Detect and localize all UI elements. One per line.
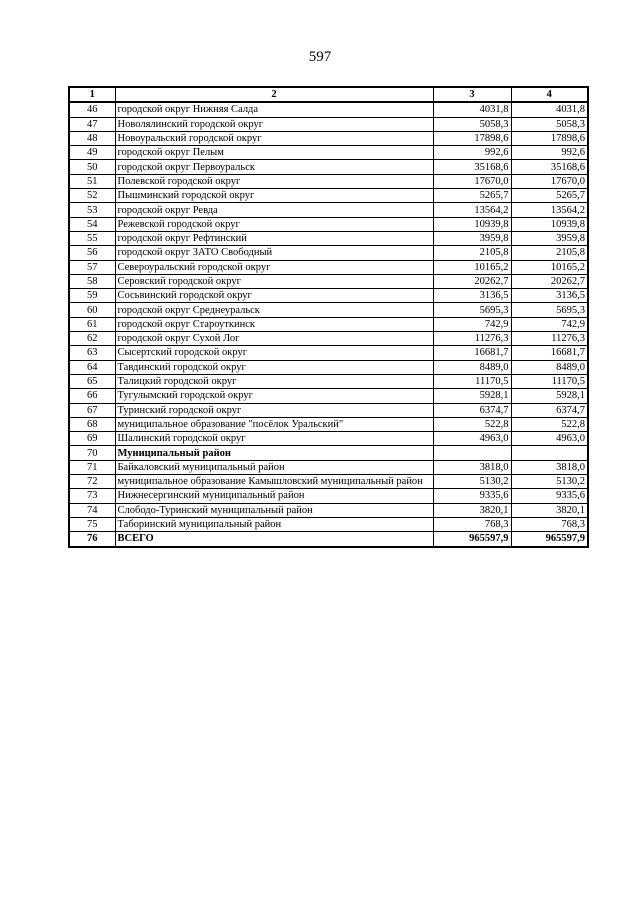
row-value-col3: 8489,0 bbox=[433, 360, 511, 374]
row-value-col3: 9335,6 bbox=[433, 489, 511, 503]
row-name: Талицкий городской округ bbox=[115, 374, 433, 388]
row-value-col4: 5265,7 bbox=[511, 189, 588, 203]
row-name: Полевской городской округ bbox=[115, 174, 433, 188]
row-value-col4: 17670,0 bbox=[511, 174, 588, 188]
row-number: 50 bbox=[69, 160, 115, 174]
row-name: Новолялинский городской округ bbox=[115, 117, 433, 131]
table-row bbox=[69, 403, 588, 417]
table-row bbox=[69, 289, 588, 303]
row-name: муниципальное образование Камышловский муниципальный район bbox=[115, 475, 433, 489]
table-row bbox=[69, 432, 588, 446]
row-name: городской округ Первоуральск bbox=[115, 160, 433, 174]
row-value-col3: 35168,6 bbox=[433, 160, 511, 174]
row-number: 60 bbox=[69, 303, 115, 317]
table-row bbox=[69, 475, 588, 489]
row-value-col4: 768,3 bbox=[511, 517, 588, 531]
row-name: Тугулымский городской округ bbox=[115, 389, 433, 403]
row-value-col4: 16681,7 bbox=[511, 346, 588, 360]
table-row bbox=[69, 246, 588, 260]
row-name: Новоуральский городской округ bbox=[115, 131, 433, 145]
row-name: Нижнесергинский муниципальный район bbox=[115, 489, 433, 503]
row-name: Режевской городской округ bbox=[115, 217, 433, 231]
row-number: 65 bbox=[69, 374, 115, 388]
row-number: 71 bbox=[69, 460, 115, 474]
row-value-col4: 5130,2 bbox=[511, 475, 588, 489]
row-name: городской округ Сухой Лог bbox=[115, 332, 433, 346]
row-value-col3: 17670,0 bbox=[433, 174, 511, 188]
row-number: 67 bbox=[69, 403, 115, 417]
row-name: городской округ Рефтинский bbox=[115, 231, 433, 245]
row-number: 56 bbox=[69, 246, 115, 260]
table-row bbox=[69, 317, 588, 331]
row-value-col4: 2105,8 bbox=[511, 246, 588, 260]
table-row bbox=[69, 460, 588, 474]
row-name: Шалинский городской округ bbox=[115, 432, 433, 446]
row-name: городской округ Среднеуральск bbox=[115, 303, 433, 317]
table-row bbox=[69, 131, 588, 145]
row-number: 58 bbox=[69, 274, 115, 288]
row-name: городской округ Ревда bbox=[115, 203, 433, 217]
table-row bbox=[69, 189, 588, 203]
page-number: 597 bbox=[308, 49, 332, 65]
row-name: муниципальное образование "посёлок Уральский" bbox=[115, 417, 433, 431]
row-value-col3: 5058,3 bbox=[433, 117, 511, 131]
row-value-col3: 10939,8 bbox=[433, 217, 511, 231]
row-number: 64 bbox=[69, 360, 115, 374]
row-number: 61 bbox=[69, 317, 115, 331]
row-number: 73 bbox=[69, 489, 115, 503]
row-value-col3: 768,3 bbox=[433, 517, 511, 531]
row-number: 46 bbox=[69, 102, 115, 117]
row-value-col3 bbox=[433, 446, 511, 460]
row-name: Муниципальный район bbox=[115, 446, 433, 460]
row-value-col3: 4963,0 bbox=[433, 432, 511, 446]
row-value-col3: 3136,5 bbox=[433, 289, 511, 303]
table-row bbox=[69, 102, 588, 117]
row-value-col4: 4963,0 bbox=[511, 432, 588, 446]
row-value-col3: 3959,8 bbox=[433, 231, 511, 245]
data-table bbox=[68, 86, 589, 548]
row-value-col3: 10165,2 bbox=[433, 260, 511, 274]
row-number: 68 bbox=[69, 417, 115, 431]
row-number: 55 bbox=[69, 231, 115, 245]
row-name: городской округ ЗАТО Свободный bbox=[115, 246, 433, 260]
row-name: Серовский городской округ bbox=[115, 274, 433, 288]
row-value-col3: 2105,8 bbox=[433, 246, 511, 260]
row-value-col4: 11276,3 bbox=[511, 332, 588, 346]
row-value-col4: 8489,0 bbox=[511, 360, 588, 374]
row-value-col4: 742,9 bbox=[511, 317, 588, 331]
column-header-2: 2 bbox=[115, 87, 433, 102]
row-value-col4: 10939,8 bbox=[511, 217, 588, 231]
row-value-col3: 11276,3 bbox=[433, 332, 511, 346]
row-name: городской округ Нижняя Салда bbox=[115, 102, 433, 117]
row-value-col4: 10165,2 bbox=[511, 260, 588, 274]
row-value-col4: 965597,9 bbox=[511, 532, 588, 547]
row-value-col4: 13564,2 bbox=[511, 203, 588, 217]
row-name: Пышминский городской округ bbox=[115, 189, 433, 203]
row-number: 62 bbox=[69, 332, 115, 346]
table-row bbox=[69, 417, 588, 431]
row-value-col4: 35168,6 bbox=[511, 160, 588, 174]
row-name: Североуральский городской округ bbox=[115, 260, 433, 274]
row-number: 52 bbox=[69, 189, 115, 203]
table-row bbox=[69, 231, 588, 245]
table-row bbox=[69, 446, 588, 460]
row-value-col3: 13564,2 bbox=[433, 203, 511, 217]
table-row bbox=[69, 160, 588, 174]
row-name: Сосьвинский городской округ bbox=[115, 289, 433, 303]
row-number: 74 bbox=[69, 503, 115, 517]
row-value-col4: 5058,3 bbox=[511, 117, 588, 131]
row-value-col3: 3818,0 bbox=[433, 460, 511, 474]
table-row bbox=[69, 517, 588, 531]
row-number: 53 bbox=[69, 203, 115, 217]
row-value-col4: 17898,6 bbox=[511, 131, 588, 145]
row-name: Слободо-Туринский муниципальный район bbox=[115, 503, 433, 517]
row-value-col4: 9335,6 bbox=[511, 489, 588, 503]
table-row bbox=[69, 332, 588, 346]
row-value-col4: 5695,3 bbox=[511, 303, 588, 317]
row-value-col3: 5695,3 bbox=[433, 303, 511, 317]
row-number: 72 bbox=[69, 475, 115, 489]
column-header-3: 3 bbox=[433, 87, 511, 102]
row-name: городской округ Пелым bbox=[115, 146, 433, 160]
row-number: 76 bbox=[69, 532, 115, 547]
table-row bbox=[69, 360, 588, 374]
table-row bbox=[69, 503, 588, 517]
row-value-col4: 522,8 bbox=[511, 417, 588, 431]
row-name: Туринский городской округ bbox=[115, 403, 433, 417]
row-value-col4: 20262,7 bbox=[511, 274, 588, 288]
row-value-col3: 4031,8 bbox=[433, 102, 511, 117]
table-header bbox=[69, 87, 588, 102]
row-number: 47 bbox=[69, 117, 115, 131]
column-header-1: 1 bbox=[69, 87, 115, 102]
row-value-col3: 11170,5 bbox=[433, 374, 511, 388]
row-number: 59 bbox=[69, 289, 115, 303]
row-value-col4: 3818,0 bbox=[511, 460, 588, 474]
row-number: 49 bbox=[69, 146, 115, 160]
table-row bbox=[69, 203, 588, 217]
row-value-col3: 742,9 bbox=[433, 317, 511, 331]
row-value-col4: 3136,5 bbox=[511, 289, 588, 303]
row-number: 51 bbox=[69, 174, 115, 188]
table-row bbox=[69, 389, 588, 403]
row-value-col4: 3820,1 bbox=[511, 503, 588, 517]
table-row bbox=[69, 489, 588, 503]
table-row bbox=[69, 117, 588, 131]
header-row bbox=[69, 87, 588, 102]
row-value-col3: 17898,6 bbox=[433, 131, 511, 145]
table-row bbox=[69, 532, 588, 547]
row-name: ВСЕГО bbox=[115, 532, 433, 547]
row-value-col4: 3959,8 bbox=[511, 231, 588, 245]
row-value-col3: 3820,1 bbox=[433, 503, 511, 517]
row-number: 54 bbox=[69, 217, 115, 231]
row-value-col4: 11170,5 bbox=[511, 374, 588, 388]
row-name: Сысертский городской округ bbox=[115, 346, 433, 360]
row-value-col4: 6374,7 bbox=[511, 403, 588, 417]
table-row bbox=[69, 274, 588, 288]
row-number: 57 bbox=[69, 260, 115, 274]
row-value-col3: 992,6 bbox=[433, 146, 511, 160]
row-name: городской округ Староуткинск bbox=[115, 317, 433, 331]
row-value-col3: 522,8 bbox=[433, 417, 511, 431]
row-value-col4: 992,6 bbox=[511, 146, 588, 160]
row-number: 66 bbox=[69, 389, 115, 403]
row-value-col3: 5265,7 bbox=[433, 189, 511, 203]
table-row bbox=[69, 303, 588, 317]
row-value-col3: 16681,7 bbox=[433, 346, 511, 360]
table-row bbox=[69, 217, 588, 231]
row-value-col4 bbox=[511, 446, 588, 460]
row-value-col4: 4031,8 bbox=[511, 102, 588, 117]
row-name: Байкаловский муниципальный район bbox=[115, 460, 433, 474]
table-row bbox=[69, 174, 588, 188]
table-row bbox=[69, 374, 588, 388]
table-body bbox=[69, 102, 588, 546]
column-header-4: 4 bbox=[511, 87, 588, 102]
table-row bbox=[69, 146, 588, 160]
row-value-col3: 5928,1 bbox=[433, 389, 511, 403]
row-value-col3: 965597,9 bbox=[433, 532, 511, 547]
row-value-col4: 5928,1 bbox=[511, 389, 588, 403]
row-name: Таборинский муниципальный район bbox=[115, 517, 433, 531]
row-name: Тавдинский городской округ bbox=[115, 360, 433, 374]
row-number: 69 bbox=[69, 432, 115, 446]
row-number: 75 bbox=[69, 517, 115, 531]
row-value-col3: 20262,7 bbox=[433, 274, 511, 288]
row-number: 70 bbox=[69, 446, 115, 460]
table-row bbox=[69, 346, 588, 360]
table-row bbox=[69, 260, 588, 274]
row-value-col3: 5130,2 bbox=[433, 475, 511, 489]
row-value-col3: 6374,7 bbox=[433, 403, 511, 417]
row-number: 63 bbox=[69, 346, 115, 360]
row-number: 48 bbox=[69, 131, 115, 145]
